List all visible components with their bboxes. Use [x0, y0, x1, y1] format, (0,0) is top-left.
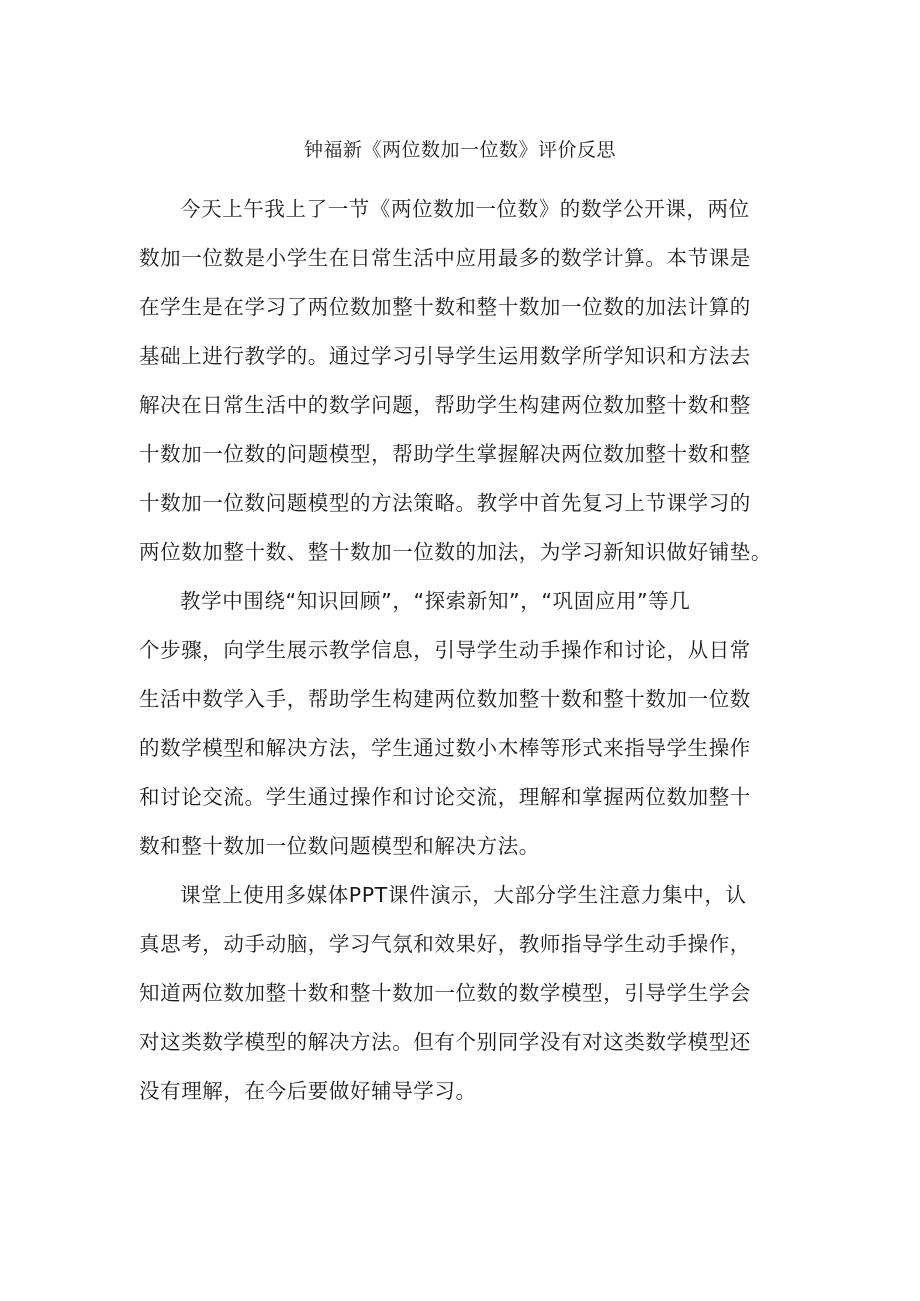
- text-line: 在学生是在学习了两位数加整十数和整十数加一位数的加法计算的: [139, 295, 751, 319]
- text-line: 没有理解，在今后要做好辅导学习。: [139, 1079, 477, 1103]
- text-line: 基础上进行教学的。通过学习引导学生运用数学所学知识和方法去: [139, 344, 751, 368]
- text-line: 今天上午我上了一节《两位数加一位数》的数学公开课，两位: [180, 197, 750, 221]
- text-line: 数和整十数加一位数问题模型和解决方法。: [139, 834, 540, 858]
- document-body: [139, 185, 789, 1116]
- text-line: 课堂上使用多媒体PPT课件演示，大部分学生注意力集中，认: [180, 883, 747, 907]
- text-line: 真思考，动手动脑，学习气氛和效果好，教师指导学生动手操作，: [139, 932, 751, 956]
- text-line: 对这类数学模型的解决方法。但有个别同学没有对这类数学模型还: [139, 1030, 751, 1054]
- text-line: 十数加一位数问题模型的方法策略。教学中首先复习上节课学习的: [139, 491, 751, 515]
- text-line: 生活中数学入手，帮助学生构建两位数加整十数和整十数加一位数: [139, 687, 751, 711]
- text-line: 解决在日常生活中的数学问题，帮助学生构建两位数加整十数和整: [139, 393, 751, 417]
- text-line: 的数学模型和解决方法，学生通过数小木棒等形式来指导学生操作: [139, 736, 751, 760]
- text-line: 数加一位数是小学生在日常生活中应用最多的数学计算。本节课是: [139, 246, 751, 270]
- text-line: 知道两位数加整十数和整十数加一位数的数学模型，引导学生学会: [139, 981, 751, 1005]
- text-line: 和讨论交流。学生通过操作和讨论交流，理解和掌握两位数加整十: [139, 785, 751, 809]
- document-title: 钟福新《两位数加一位数》评价反思: [303, 139, 616, 161]
- text-line: 两位数加整十数、整十数加一位数的加法，为学习新知识做好铺垫。: [139, 540, 772, 564]
- text-line: 个步骤，向学生展示教学信息，引导学生动手操作和讨论，从日常: [139, 638, 751, 662]
- text-line: 教学中围绕“知识回顾”，“探索新知”，“巩固应用”等几: [180, 589, 691, 613]
- text-line: 十数加一位数的问题模型，帮助学生掌握解决两位数加整十数和整: [139, 442, 751, 466]
